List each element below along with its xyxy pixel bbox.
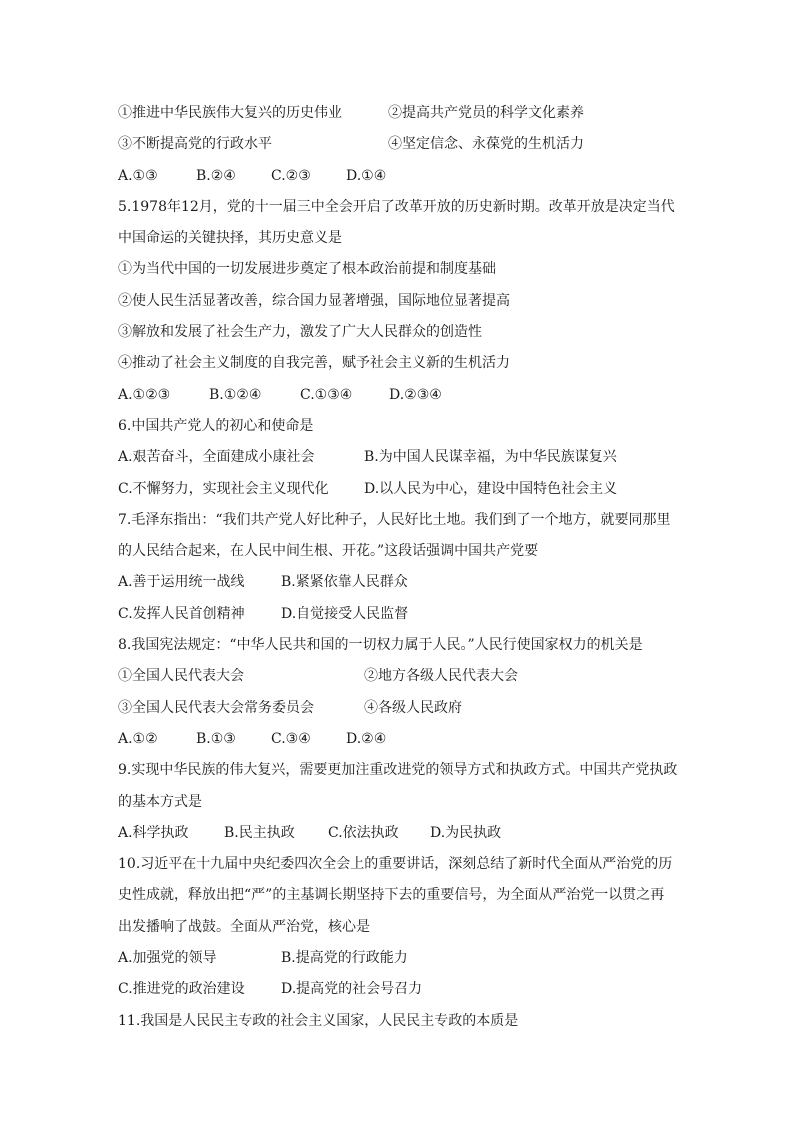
q10-option-d: D.提高党的社会号召力	[281, 981, 423, 998]
q8-option-c: C.③④	[271, 730, 311, 747]
q5-item-2: ②使人民生活显著改善，综合国力显著增强，国际地位显著提高	[118, 292, 510, 309]
q5-option-b: B.①②④	[209, 386, 262, 403]
q8-option-a: A.①②	[118, 730, 158, 747]
q9-option-c: C.依法执政	[328, 824, 399, 841]
q7-options-row2	[118, 599, 678, 630]
q4-items-row2	[118, 129, 678, 160]
q9-option-b: B.民主执政	[224, 824, 295, 841]
q6-options-row1	[118, 442, 678, 473]
q5-stem-line1: 5.1978年12月，党的十一届三中全会开启了改革开放的历史新时期。改革开放是决定当代	[118, 198, 675, 215]
exam-page	[118, 98, 678, 1037]
q7-option-c: C.发挥人民首创精神	[118, 605, 245, 622]
q8-item-1: ①全国人民代表大会	[118, 668, 244, 685]
q7-option-d: D.自觉接受人民监督	[281, 605, 409, 622]
q6-option-c: C.不懈努力，实现社会主义现代化	[118, 480, 329, 497]
q4-item-3: ③不断提高党的行政水平	[118, 136, 272, 153]
q5-item-4: ④推动了社会主义制度的自我完善，赋予社会主义新的生机活力	[118, 355, 510, 372]
q9-stem-line2: 的基本方式是	[118, 793, 202, 810]
q8-stem: 8.我国宪法规定：“中华人民共和国的一切权力属于人民。”人民行使国家权力的机关是	[118, 637, 643, 654]
q8-item-3: ③全国人民代表大会常务委员会	[118, 699, 314, 716]
q6-option-a: A.艰苦奋斗，全面建成小康社会	[118, 449, 315, 466]
q7-stem-line1: 7.毛泽东指出：“我们共产党人好比种子，人民好比土地。我们到了一个地方，就要同那里	[118, 511, 671, 528]
q9-option-d: D.为民执政	[430, 824, 502, 841]
q8-items-row2	[118, 693, 678, 724]
q8-option-b: B.①③	[196, 730, 236, 747]
q6-options-row2	[118, 474, 678, 505]
q6-stem: 6.中国共产党人的初心和使命是	[118, 417, 314, 434]
q9-options	[118, 818, 678, 849]
q8-item-4: ④各级人民政府	[364, 699, 462, 716]
q10-stem-line2: 史性成就，释放出把“严”的主基调长期坚持下去的重要信号，为全面从严治党一以贯之再	[118, 887, 665, 904]
q8-items-row1	[118, 661, 678, 692]
q5-item-3: ③解放和发展了社会生产力，激发了广大人民群众的创造性	[118, 324, 482, 341]
q4-item-2: ②提高共产党员的科学文化素养	[388, 105, 584, 121]
q10-stem-line3: 出发播响了战鼓。全面从严治党，核心是	[118, 918, 370, 935]
q10-stem-line1: 10.习近平在十九届中央纪委四次全会上的重要讲话，深刻总结了新时代全面从严治党的历	[118, 856, 673, 873]
q5-option-c: C.①③④	[300, 386, 353, 403]
q4-option-c: C.②③	[271, 167, 311, 184]
q4-option-d: D.①④	[346, 167, 387, 184]
q5-option-a: A.①②③	[118, 386, 171, 403]
q8-item-2: ②地方各级人民代表大会	[364, 668, 518, 685]
q11-stem: 11.我国是人民民主专政的社会主义国家，人民民主专政的本质是	[118, 1012, 519, 1029]
q7-option-a: A.善于运用统一战线	[118, 574, 245, 591]
q10-options-row1	[118, 943, 678, 974]
q9-option-a: A.科学执政	[118, 824, 189, 841]
q7-option-b: B.紧紧依靠人民群众	[281, 574, 408, 591]
q10-option-c: C.推进党的政治建设	[118, 981, 245, 998]
q8-option-d: D.②④	[346, 730, 387, 747]
q9-stem-line1: 9.实现中华民族的伟大复兴，需要更加注重改进党的领导方式和执政方式。中国共产党执政	[118, 762, 678, 779]
q4-option-b: B.②④	[196, 167, 236, 184]
q5-stem-line2: 中国命运的关键抉择，其历史意义是	[118, 230, 342, 247]
q4-item-1: ①推进中华民族伟大复兴的历史伟业	[118, 105, 342, 121]
q10-options-row2	[118, 974, 678, 1005]
q4-item-4: ④坚定信念、永葆党的生机活力	[388, 136, 584, 153]
q8-options	[118, 724, 678, 755]
q5-options	[118, 380, 678, 411]
q10-option-a: A.加强党的领导	[118, 950, 217, 967]
q5-option-d: D.②③④	[389, 386, 442, 403]
q4-items-row1	[118, 98, 678, 129]
q4-options	[118, 161, 678, 192]
q10-option-b: B.提高党的行政能力	[281, 950, 408, 967]
q7-options-row1	[118, 567, 678, 598]
q5-item-1: ①为当代中国的一切发展进步奠定了根本政治前提和制度基础	[118, 261, 496, 278]
q7-stem-line2: 的人民结合起来，在人民中间生根、开花。”这段话强调中国共产党要	[118, 543, 539, 560]
q6-option-d: D.以人民为中心，建设中国特色社会主义	[364, 480, 618, 497]
q6-option-b: B.为中国人民谋幸福，为中华民族谋复兴	[364, 449, 617, 466]
q4-option-a: A.①③	[118, 167, 158, 184]
